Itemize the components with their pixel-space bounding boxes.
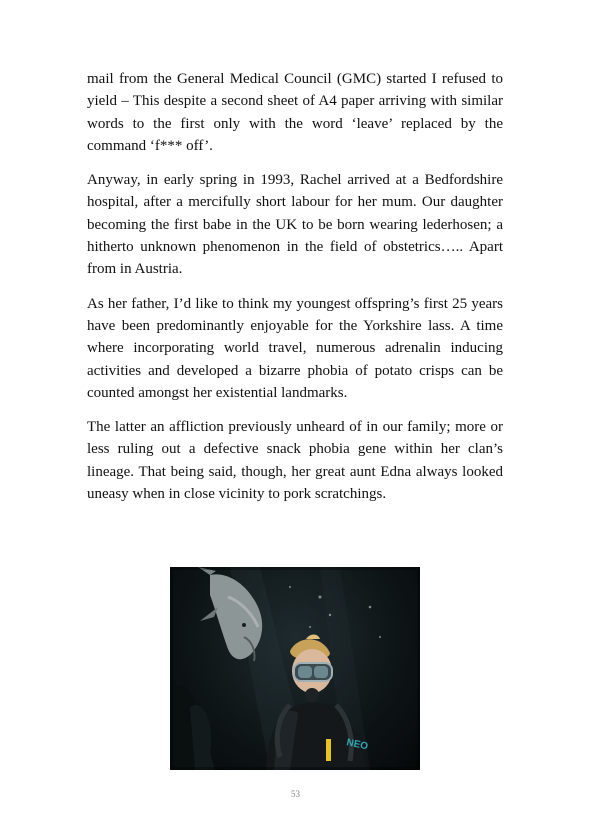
paragraph-1: mail from the General Medical Council (GMC) started I refused to yield – This despite a second sheet of A4 paper arriving with similar words to the first only with the word ‘leave’ replaced by the command ‘f*** off’.	[87, 71, 503, 154]
diver-and-shark-illustration	[170, 567, 420, 770]
wetsuit-brand-label: NEO	[345, 737, 369, 753]
paragraph-2: Anyway, in early spring in 1993, Rachel arrived at a Bedfordshire hospital, after a mercifully short labour for her mum. Our daughter becoming the first babe in the UK to be born wearing lederhosen; a hitherto unknown phenomenon in the field of obstetrics….. Apart from in Austria.	[87, 172, 503, 278]
underwater-photo	[170, 567, 420, 770]
page-number: 53	[291, 789, 300, 799]
paragraph-3: As her father, I’d like to think my youngest offspring’s first 25 years have been predominantly enjoyable for the Yorkshire lass. A time where incorporating world travel, numerous adrenalin inducing activities and developed a bizarre phobia of potato crisps can be counted amongst her existential landmarks.	[87, 295, 503, 401]
body-text	[87, 68, 503, 517]
paragraph-4: The latter an affliction previously unheard of in our family; more or less ruling out a defective snack phobia gene within her clan’s lineage. That being said, though, her great aunt Edna always looked uneasy when in close vicinity to pork scratchings.	[87, 419, 503, 503]
